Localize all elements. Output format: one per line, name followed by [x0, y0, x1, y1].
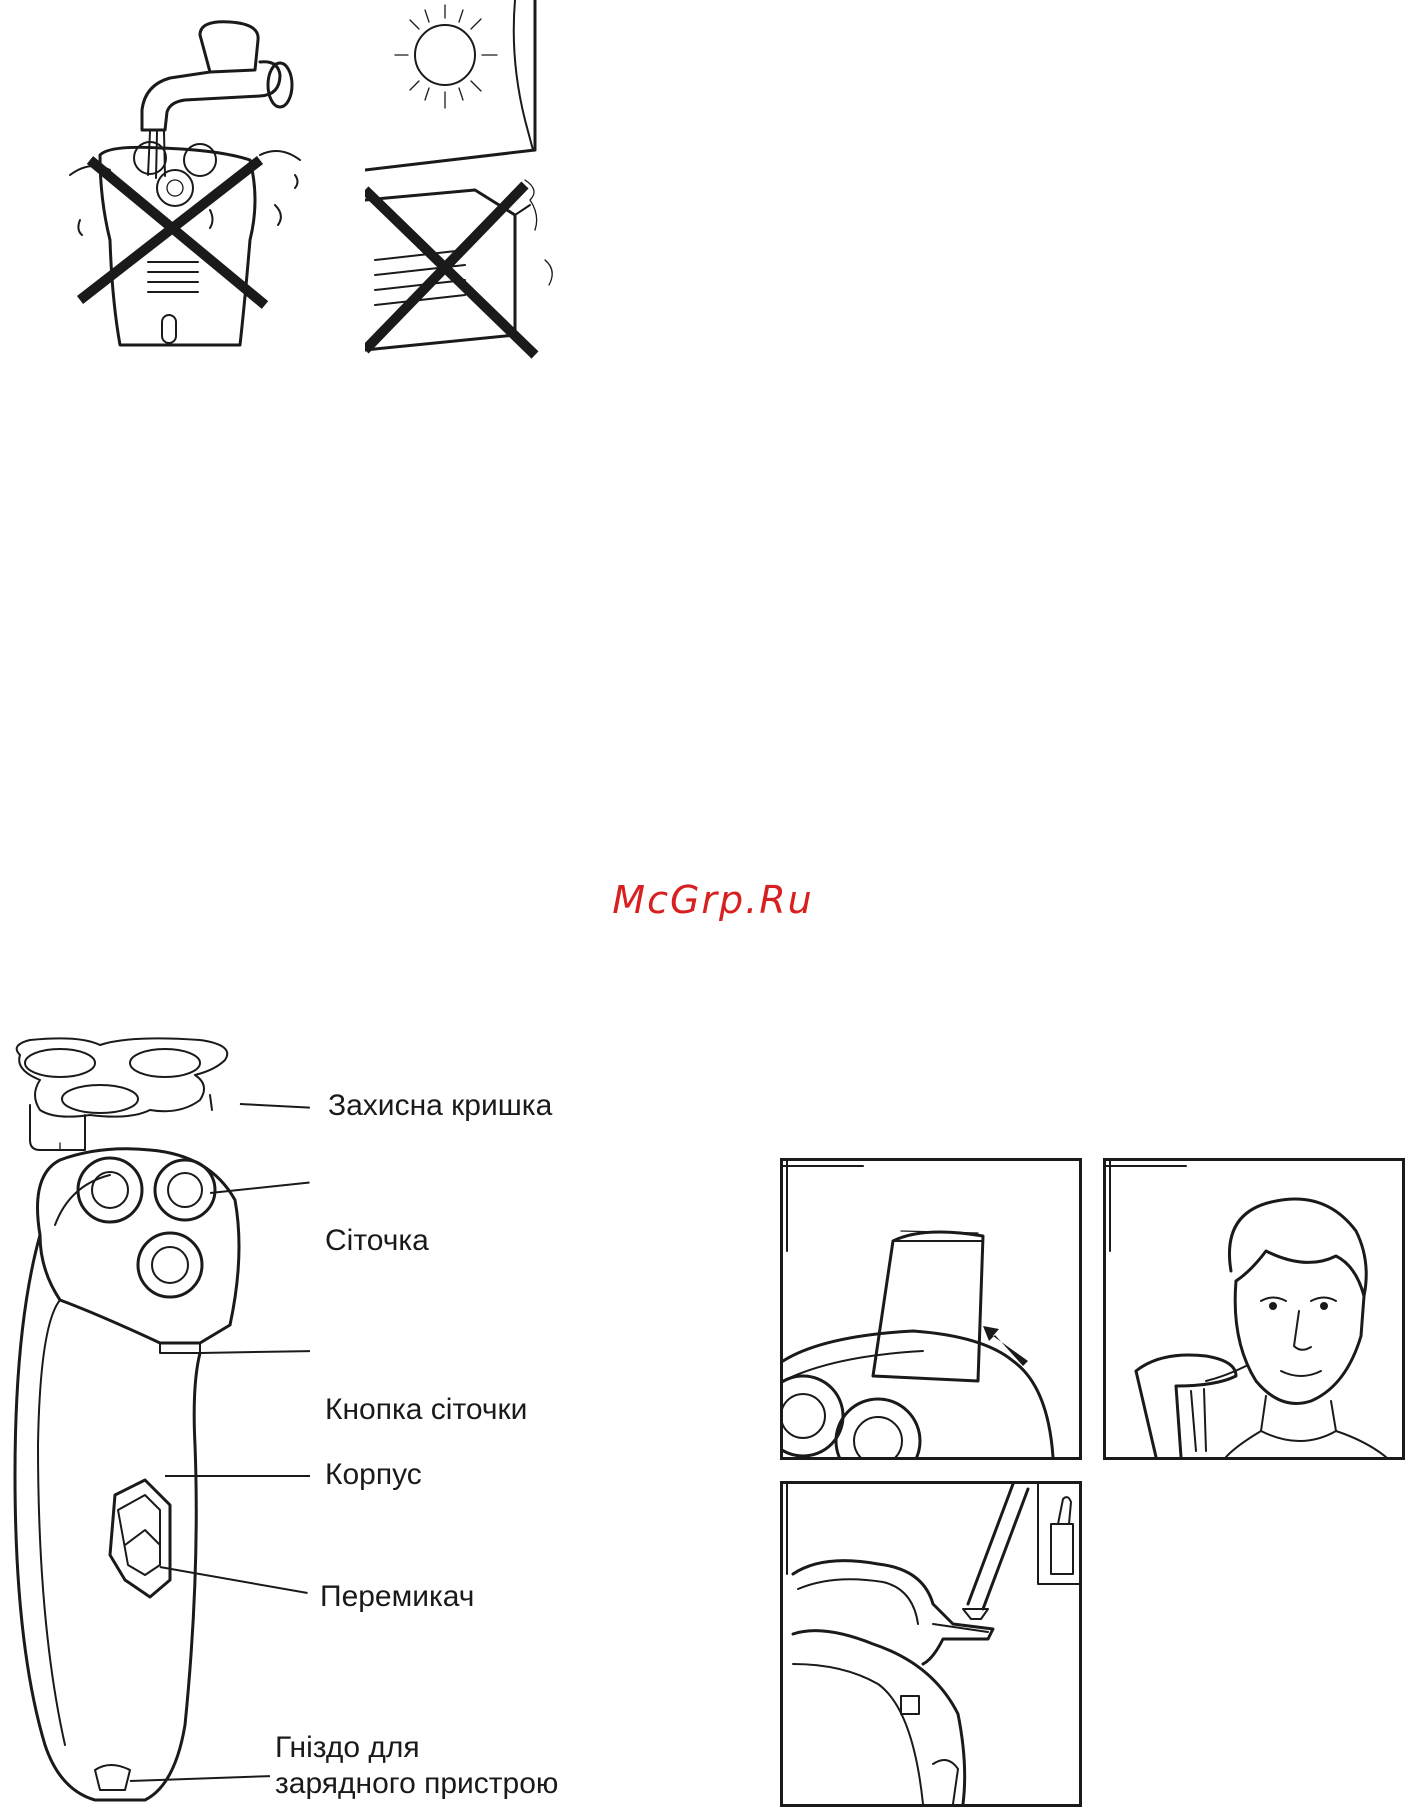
panel-shaving-man [1103, 1158, 1405, 1460]
shaver-drawing [0, 1025, 320, 1817]
shaver-parts-diagram [0, 1025, 320, 1817]
no-heat-illustration [365, 0, 565, 360]
shaver-trimmer-arrow-icon [783, 1161, 1079, 1457]
label-foil: Сіточка [325, 1224, 429, 1257]
label-protective-cap: Захисна кришка [328, 1089, 553, 1122]
panel-oiling-trimmer [780, 1481, 1082, 1807]
shaver-head-icon [38, 1149, 240, 1353]
label-foil-button: Кнопка сіточки [325, 1393, 528, 1426]
no-water-illustration [50, 0, 310, 360]
label-socket-line1: Гніздо для [275, 1731, 420, 1764]
oil-bottle-trimmer-icon [783, 1484, 1079, 1804]
sun-heater-with-cross-icon [365, 0, 565, 360]
label-socket-line2: зарядного пристрою [275, 1767, 559, 1800]
protective-cap-icon [17, 1038, 228, 1150]
label-body: Корпус [325, 1458, 422, 1491]
body-leader-line [165, 1475, 310, 1477]
panel-trimmer-extend [780, 1158, 1082, 1460]
man-shaving-icon [1106, 1161, 1402, 1457]
label-switch: Перемикач [320, 1580, 475, 1613]
watermark-text: McGrp.Ru [612, 878, 814, 922]
faucet-with-cross-icon [50, 0, 310, 360]
